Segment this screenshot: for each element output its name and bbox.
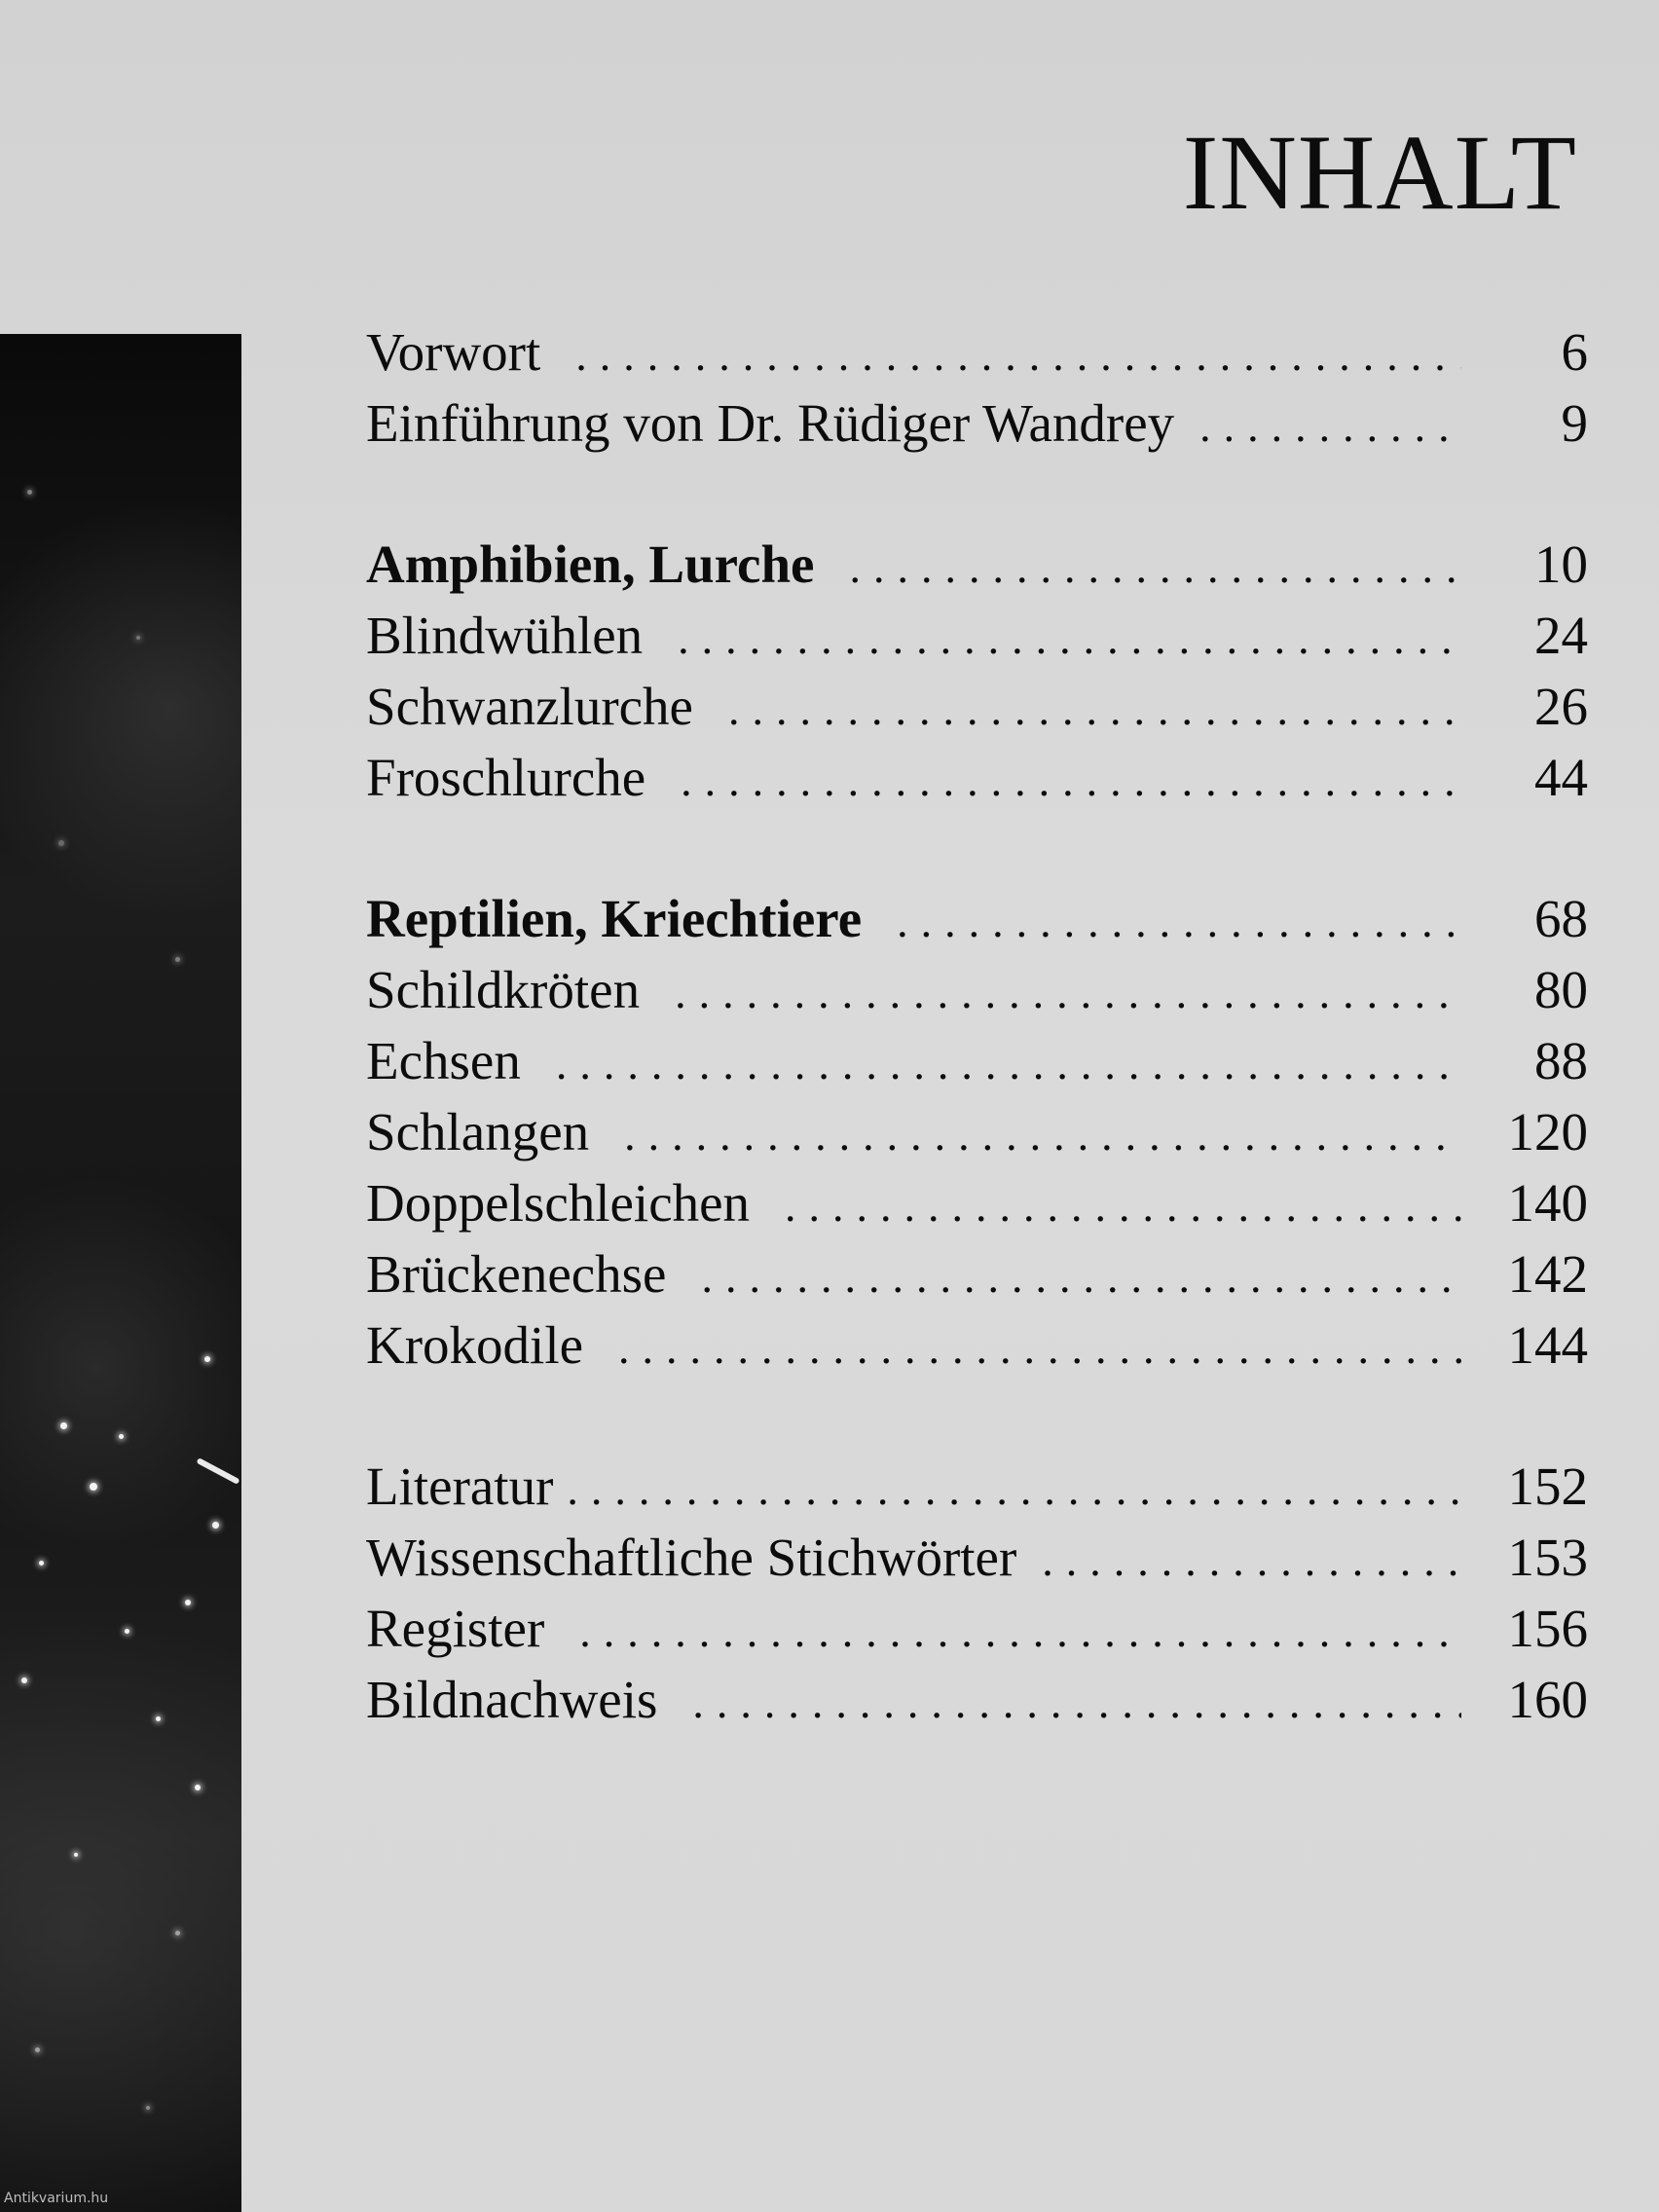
leader-dots — [785, 1170, 1461, 1241]
toc-entry-label: Doppelschleichen — [366, 1173, 751, 1233]
sparkle — [185, 1600, 191, 1605]
toc-entry-page: 142 — [1507, 1244, 1588, 1304]
toc-entry-label: Schildkröten — [366, 960, 641, 1019]
sparkle — [136, 636, 140, 640]
toc-entry-page: 6 — [1561, 322, 1588, 382]
section-gap — [366, 1381, 1588, 1451]
sparkle — [27, 490, 32, 495]
leader-dots — [728, 674, 1461, 745]
toc-entry-label: Blindwühlen — [366, 606, 644, 665]
toc-entry-label: Echsen — [366, 1031, 521, 1090]
leader-dots — [1042, 1525, 1461, 1596]
toc-entry-label: Brückenechse — [366, 1244, 667, 1304]
toc-entry[interactable] — [366, 1451, 1588, 1522]
leader-dots — [678, 603, 1461, 674]
leader-dots — [556, 1028, 1461, 1099]
toc-entry-label: Froschlurche — [366, 748, 646, 807]
sparkle — [195, 1785, 201, 1790]
toc-entry-page: 68 — [1534, 889, 1588, 948]
toc-entry[interactable] — [366, 954, 1588, 1025]
leader-dots — [575, 319, 1461, 390]
sparkle — [58, 840, 64, 846]
page-title: INHALT — [1182, 112, 1577, 232]
leader-dots — [675, 957, 1461, 1028]
toc-entry-page: 26 — [1534, 677, 1588, 736]
sparkle — [204, 1356, 210, 1362]
sparkle — [74, 1853, 78, 1857]
leader-dots — [692, 1667, 1461, 1738]
toc-entry-page: 120 — [1507, 1102, 1588, 1161]
toc-entry[interactable] — [366, 1593, 1588, 1664]
sparkle — [119, 1434, 124, 1439]
sparkle — [90, 1483, 97, 1491]
toc-section-heading[interactable] — [366, 529, 1588, 600]
toc-entry-label: Literatur — [366, 1456, 554, 1516]
sparkle — [21, 1677, 27, 1683]
toc-entry[interactable] — [366, 387, 1588, 459]
toc-entry-label: Wissenschaftliche Stichwörter — [366, 1528, 1017, 1587]
toc-entry-label: Reptilien, Kriechtiere — [366, 889, 863, 948]
toc-entry[interactable] — [366, 1309, 1588, 1381]
leader-dots — [1199, 390, 1461, 461]
section-gap — [366, 813, 1588, 883]
toc-entry[interactable] — [366, 1238, 1588, 1309]
toc-entry-label: Schwanzlurche — [366, 677, 693, 736]
sparkle — [39, 1561, 44, 1566]
toc-entry-page: 44 — [1534, 748, 1588, 807]
toc-entry-page: 24 — [1534, 606, 1588, 665]
leader-dots — [897, 886, 1461, 957]
toc-entry-label: Bildnachweis — [366, 1670, 658, 1729]
toc-entry-page: 9 — [1561, 393, 1588, 453]
toc-entry-page: 153 — [1507, 1528, 1588, 1587]
toc-entry[interactable] — [366, 1167, 1588, 1238]
toc-entry-page: 88 — [1534, 1031, 1588, 1090]
toc-entry-page: 160 — [1507, 1670, 1588, 1729]
toc-entry-label: Register — [366, 1599, 545, 1658]
leader-dots — [849, 532, 1461, 603]
toc-section-heading[interactable] — [366, 883, 1588, 954]
toc-entry-page: 144 — [1507, 1315, 1588, 1375]
leader-dots — [681, 745, 1461, 816]
leader-dots — [624, 1099, 1461, 1170]
toc-entry-page: 140 — [1507, 1173, 1588, 1233]
light-streak — [196, 1457, 240, 1485]
leader-dots — [579, 1596, 1461, 1667]
toc-entry[interactable] — [366, 1096, 1588, 1167]
toc-entry-label: Schlangen — [366, 1102, 590, 1161]
section-gap — [366, 459, 1588, 529]
sparkle — [156, 1716, 161, 1721]
leader-dots — [567, 1454, 1461, 1525]
sparkle — [125, 1629, 129, 1634]
toc-entry-label: Krokodile — [366, 1315, 584, 1375]
sparkle — [146, 2106, 150, 2110]
toc-entry[interactable] — [366, 1664, 1588, 1735]
sparkle — [212, 1522, 219, 1529]
toc-entry[interactable] — [366, 742, 1588, 813]
table-of-contents — [366, 316, 1588, 1735]
toc-entry[interactable] — [366, 1025, 1588, 1096]
watermark-text: Antikvarium.hu — [4, 2191, 109, 2206]
toc-entry[interactable] — [366, 316, 1588, 387]
toc-entry[interactable] — [366, 600, 1588, 671]
toc-entry-page: 80 — [1534, 960, 1588, 1019]
toc-entry-page: 152 — [1507, 1456, 1588, 1516]
leader-dots — [701, 1241, 1461, 1312]
toc-entry-page: 10 — [1534, 535, 1588, 594]
toc-entry[interactable] — [366, 1522, 1588, 1593]
leader-dots — [618, 1312, 1461, 1383]
sparkle — [60, 1422, 67, 1429]
sparkle — [175, 1931, 180, 1936]
toc-entry-label: Einführung von Dr. Rüdiger Wandrey — [366, 393, 1175, 453]
toc-entry-label: Vorwort — [366, 322, 541, 382]
sparkle — [175, 957, 180, 962]
toc-entry-label: Amphibien, Lurche — [366, 535, 815, 594]
sparkle — [35, 2047, 40, 2052]
photo-strip — [0, 334, 241, 2212]
toc-entry-page: 156 — [1507, 1599, 1588, 1658]
toc-entry[interactable] — [366, 671, 1588, 742]
